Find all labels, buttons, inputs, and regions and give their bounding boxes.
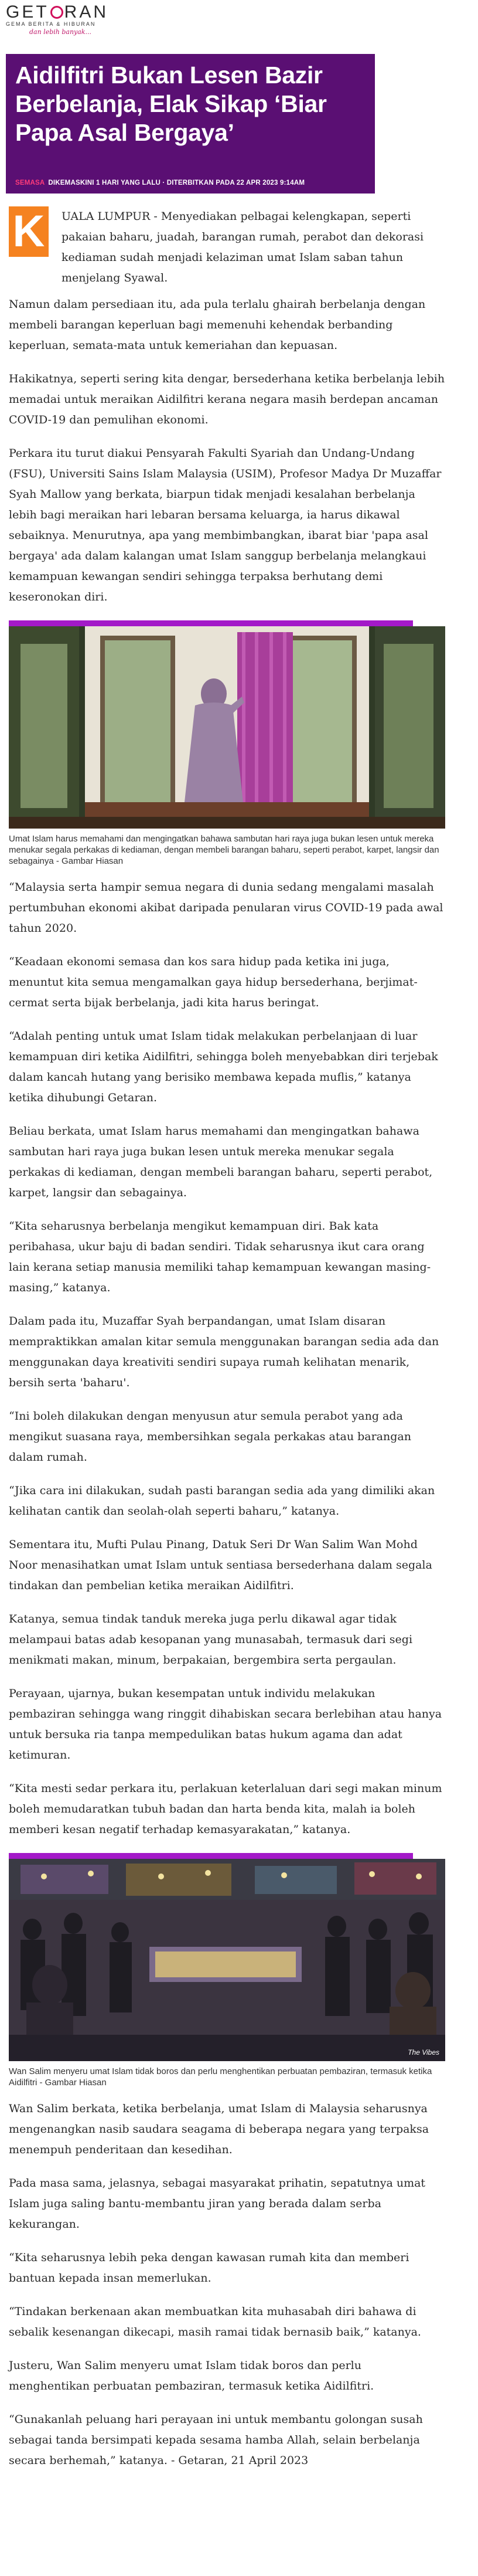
figure-caption: Umat Islam harus memahami dan mengingatkan bahawa sambutan hari raya juga bukan lesen untuk mereka menukar segala perkakas di kediaman, dengan membeli barangan baharu, seperti perabot, karpet, langsir dan sebagainya - Gambar Hiasan	[9, 834, 439, 866]
getaran-logo[interactable]	[6, 2, 108, 22]
article-meta	[15, 179, 305, 186]
paragraph: “Kita mesti sedar perkara itu, perlakuan keterlaluan dari segi makan minum boleh memudaratkan tubuh badan dan harta benda kita, malah ia boleh memberi kesan negatif terhadap kemasyarakatan,” katanya.	[9, 1782, 442, 1836]
paragraph: “Malaysia serta hampir semua negara di dunia sedang mengalami masalah pertumbuhan ekonomi akibat daripada penularan virus COVID-19 pada awal tahun 2020.	[9, 881, 443, 935]
paragraph: “Keadaan ekonomi semasa dan kos sara hidup pada ketika ini juga, menuntut kita semua mengamalkan gaya hidup bersederhana, berjimat-cermat serta bijak berbelanja, jadi kita harus beringat.	[9, 955, 418, 1009]
paragraph: “Gunakanlah peluang hari perayaan ini untuk membantu golongan susah sebagai tanda bersimpati kepada sesama hamba Allah, selain berbelanja secara berhemah,” katanya. - Getaran, 21 April 2023	[9, 2413, 423, 2467]
paragraph: Sementara itu, Mufti Pulau Pinang, Datuk Seri Dr Wan Salim Wan Mohd Noor menasihatkan umat Islam untuk sentiasa bersederhana dalam segala tindakan dan pembelian ketika meraikan Aidilfitri.	[9, 1538, 432, 1592]
masthead	[0, 0, 478, 54]
dropcap-letter: K	[9, 206, 49, 257]
logo-ring-icon	[50, 6, 63, 19]
figure-caption: Wan Salim menyeru umat Islam tidak boros dan perlu menghentikan perbuatan pembaziran, termasuk ketika Aidilfitri - Gambar Hiasan	[9, 2066, 432, 2088]
paragraph: “Adalah penting untuk umat Islam tidak melakukan perbelanjaan di luar kemampuan diri ketika Aidilfitri, sehingga boleh menyebabkan diri terjebak dalam kancah hutang yang berisiko membawa kepada muflis,” katanya ketika dihubungi Getaran.	[9, 1030, 438, 1104]
paragraph: Perkara itu turut diakui Pensyarah Fakulti Syariah dan Undang-Undang (FSU), Universiti Sains Islam Malaysia (USIM), Profesor Madya Dr Muzaffar Syah Mallow yang berkata, biarpun tidak menjadi kesalahan berbelanja lebih bagi meraikan hari lebaran bersama keluarga, ia harus dikawal sebaiknya. Menurutnya, apa yang membimbangkan, ibarat biar 'papa asal bergaya' ada dalam kalangan umat Islam sanggup berbelanja melangkaui kemampuan kewangan sendiri sehingga terpaksa berhutang demi keseronokan diri.	[9, 447, 442, 603]
headline-banner	[6, 54, 375, 194]
logo-script: dan lebih banyak...	[29, 28, 91, 36]
logo-tagline: GEMA BERITA & HIBURAN	[6, 21, 96, 27]
lead-paragraph	[9, 206, 445, 294]
paragraph: Katanya, semua tindak tanduk mereka juga perlu dikawal agar tidak melampaui batas adab kesopanan yang munasabah, termasuk dari segi menikmati makan, minum, berpakaian, bergembira serta pergaulan.	[9, 1613, 413, 1667]
paragraph: Pada masa sama, jelasnya, sebagai masyarakat prihatin, sepatutnya umat Islam juga saling bantu-membantu jiran yang berada dalam serba kekurangan.	[9, 2177, 426, 2231]
article-title: Aidilfitri Bukan Lesen Bazir Berbelanja, Elak Sikap ‘Biar Papa Asal Bergaya’	[15, 62, 327, 146]
figure-bazaar-crowd	[9, 1853, 445, 2088]
photo-shoppers-at-bazaar	[9, 1859, 445, 2061]
paragraph: “Ini boleh dilakukan dengan menyusun atur semula perabot yang ada mengikut suasana raya, membersihkan segala perkakas atau barangan dalam rumah.	[9, 1410, 411, 1464]
category-link[interactable]: SEMASA	[15, 179, 45, 186]
paragraph: “Jika cara ini dilakukan, sudah pasti barangan sedia ada yang dimiliki akan kelihatan cantik dan seolah-olah seperti baharu,” katanya.	[9, 1484, 435, 1518]
photo-watermark: The Vibes	[408, 2048, 439, 2056]
paragraph: Justeru, Wan Salim menyeru umat Islam tidak boros dan perlu menghentikan perbuatan pembaziran, termasuk ketika Aidilfitri.	[9, 2359, 374, 2392]
logo-text-right: RAN	[64, 2, 109, 22]
paragraph: Beliau berkata, umat Islam harus memahami dan mengingatkan bahawa sambutan hari raya juga bukan lesen untuk mereka menukar segala perkakas di kediaman, dengan membeli barangan baharu, seperti perabot, karpet, langsir dan sebagainya.	[9, 1125, 433, 1199]
paragraph: Namun dalam persediaan itu, ada pula terlalu ghairah berbelanja dengan membeli barangan keperluan bagi memenuhi kehendak berbanding keperluan, semata-mata untuk kemeriahan dan kepuasan.	[9, 298, 426, 352]
lead-text: UALA LUMPUR - Menyediakan pelbagai kelengkapan, seperti pakaian baharu, juadah, barangan rumah, perabot dan dekorasi kediaman sudah menjadi kelaziman umat Islam saban tahun menjelang Syawal.	[62, 210, 424, 284]
paragraph: Perayaan, ujarnya, bukan kesempatan untuk individu melakukan pembaziran sehingga wang ringgit dihabiskan secara berlebihan atau hanya untuk bersuka ria tanpa mempedulikan batas hukum agama dan adat ketimuran.	[9, 1687, 442, 1762]
publish-info: DIKEMASKINI 1 HARI YANG LALU · DITERBITKAN PADA 22 APR 2023 9:14AM	[48, 179, 305, 186]
paragraph: “Kita seharusnya lebih peka dengan kawasan rumah kita dan memberi bantuan kepada insan memerlukan.	[9, 2251, 409, 2285]
photo-woman-hanging-curtain	[9, 626, 445, 829]
paragraph: Wan Salim berkata, ketika berbelanja, umat Islam di Malaysia seharusnya mengenangkan nasib saudara seagama di beberapa negara yang terpaksa menempuh penderitaan dan kesedihan.	[9, 2102, 429, 2156]
paragraph: Hakikatnya, seperti sering kita dengar, bersederhana ketika berbelanja lebih memadai untuk meraikan Aidilfitri kerana negara masih berdepan ancaman COVID-19 dan pemulihan ekonomi.	[9, 372, 445, 426]
logo-text-left: GET	[6, 2, 49, 22]
paragraph: “Tindakan berkenaan akan membuatkan kita muhasabah diri bahawa di sebalik kesenangan dikecapi, masih ramai tidak bernasib baik,” katanya.	[9, 2305, 421, 2339]
paragraph: “Kita seharusnya berbelanja mengikut kemampuan diri. Bak kata peribahasa, ukur baju di badan sendiri. Tidak seharusnya ikut cara orang lain kerana setiap manusia memiliki tahap kemampuan kewangan masing-masing,” katanya.	[9, 1220, 431, 1294]
article-body	[9, 197, 445, 2484]
figure-woman-at-window	[9, 620, 445, 867]
paragraph: Dalam pada itu, Muzaffar Syah berpandangan, umat Islam disaran mempraktikkan amalan kitar semula menggunakan barangan sedia ada dan menggunakan daya kreativiti sendiri supaya rumah kelihatan menarik, bersih serta 'baharu'.	[9, 1315, 439, 1389]
